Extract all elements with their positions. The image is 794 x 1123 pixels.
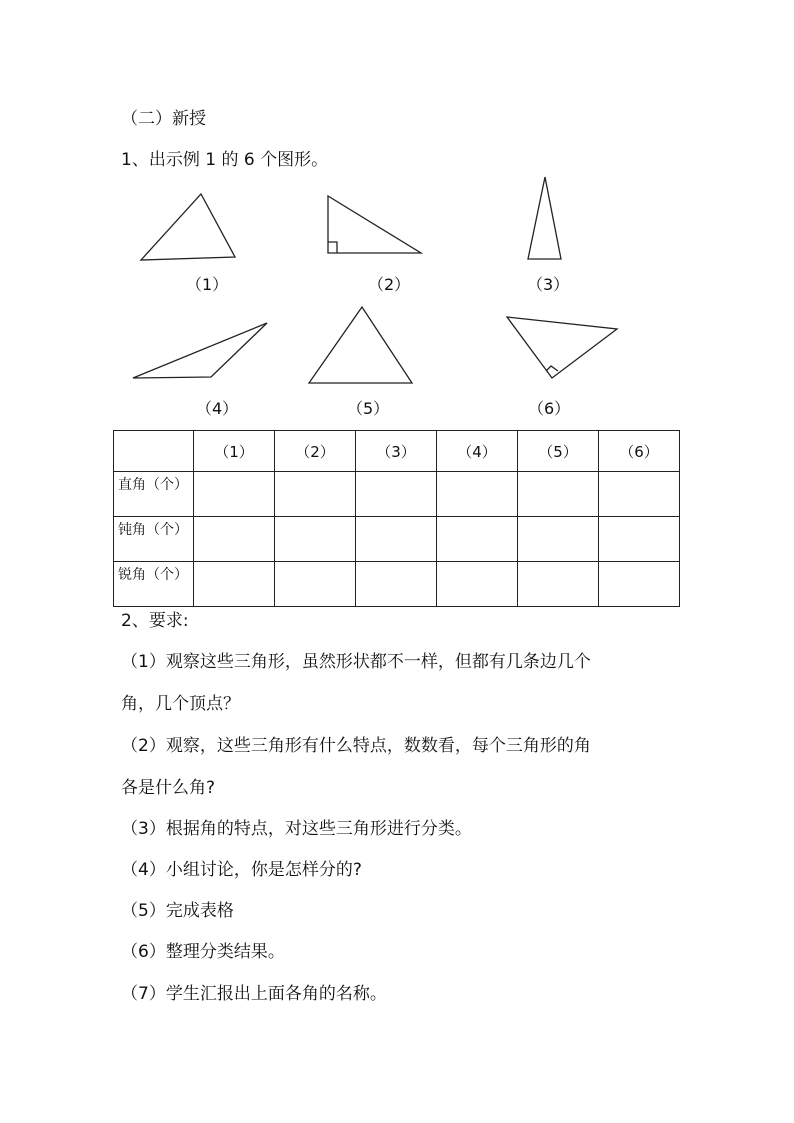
table-cell[interactable] (275, 472, 356, 517)
table-cell[interactable] (194, 472, 275, 517)
section-title: （二）新授 (121, 109, 206, 129)
requirement-line: （3）根据角的特点，对这些三角形进行分类。 (121, 819, 472, 839)
triangle-4 (133, 323, 267, 378)
table-cell[interactable] (518, 517, 599, 562)
table-cell[interactable] (194, 562, 275, 607)
table-cell[interactable] (437, 472, 518, 517)
figure-label-6: （6） (528, 399, 571, 418)
triangle-3 (528, 177, 561, 259)
table-cell[interactable] (437, 517, 518, 562)
triangle-6 (507, 317, 617, 378)
table-cell[interactable] (356, 472, 437, 517)
table-cell[interactable] (599, 517, 680, 562)
figure-label-5: （5） (347, 399, 390, 418)
step1-text: 1、出示例 1 的 6 个图形。 (121, 150, 329, 170)
table-row (114, 562, 680, 607)
requirement-line: （6）整理分类结果。 (121, 942, 285, 962)
angle-count-table (113, 430, 680, 607)
table-cell[interactable] (599, 562, 680, 607)
figure-label-4: （4） (196, 399, 239, 418)
table-cell[interactable] (356, 562, 437, 607)
table-cell[interactable] (275, 562, 356, 607)
requirement-line: （5）完成表格 (121, 901, 234, 921)
table-cell[interactable] (275, 517, 356, 562)
requirement-line: 角，几个顶点？ (121, 694, 240, 714)
figure-label-3: （3） (527, 275, 570, 294)
table-row (114, 517, 680, 562)
table-cell[interactable] (437, 562, 518, 607)
table-header-cell: （4） (437, 431, 518, 472)
step2-text: 2、要求: (121, 611, 189, 631)
table-header-row (114, 431, 680, 472)
table-cell[interactable] (356, 517, 437, 562)
requirement-line: （4）小组讨论，你是怎样分的? (121, 860, 362, 880)
requirement-line: （7）学生汇报出上面各角的名称。 (121, 984, 387, 1004)
table-cell[interactable] (599, 472, 680, 517)
table-cell[interactable] (518, 472, 599, 517)
table-header-cell: （2） (275, 431, 356, 472)
table-header-cell: （5） (518, 431, 599, 472)
table-header-cell: （6） (599, 431, 680, 472)
triangle-1 (141, 194, 235, 260)
right-angle-mark-6 (546, 366, 558, 371)
row-label-obtuse-angle: 钝角（个） (114, 517, 194, 562)
table-cell[interactable] (518, 562, 599, 607)
table-header-cell: （1） (194, 431, 275, 472)
row-label-acute-angle: 锐角（个） (114, 562, 194, 607)
table-cell[interactable] (194, 517, 275, 562)
requirement-line: 各是什么角? (121, 778, 216, 798)
table-row (114, 472, 680, 517)
table-header-cell (114, 431, 194, 472)
triangle-figures (0, 0, 794, 430)
figure-label-1: （1） (186, 275, 229, 294)
requirement-line: （1）观察这些三角形，虽然形状都不一样，但都有几条边几个 (121, 652, 591, 672)
right-angle-mark-2 (328, 242, 337, 253)
requirement-line: （2）观察，这些三角形有什么特点，数数看，每个三角形的角 (121, 736, 591, 756)
figure-label-2: （2） (368, 275, 411, 294)
row-label-right-angle: 直角（个） (114, 472, 194, 517)
table-header-cell: （3） (356, 431, 437, 472)
triangle-5 (309, 307, 412, 383)
triangle-2 (328, 196, 421, 253)
